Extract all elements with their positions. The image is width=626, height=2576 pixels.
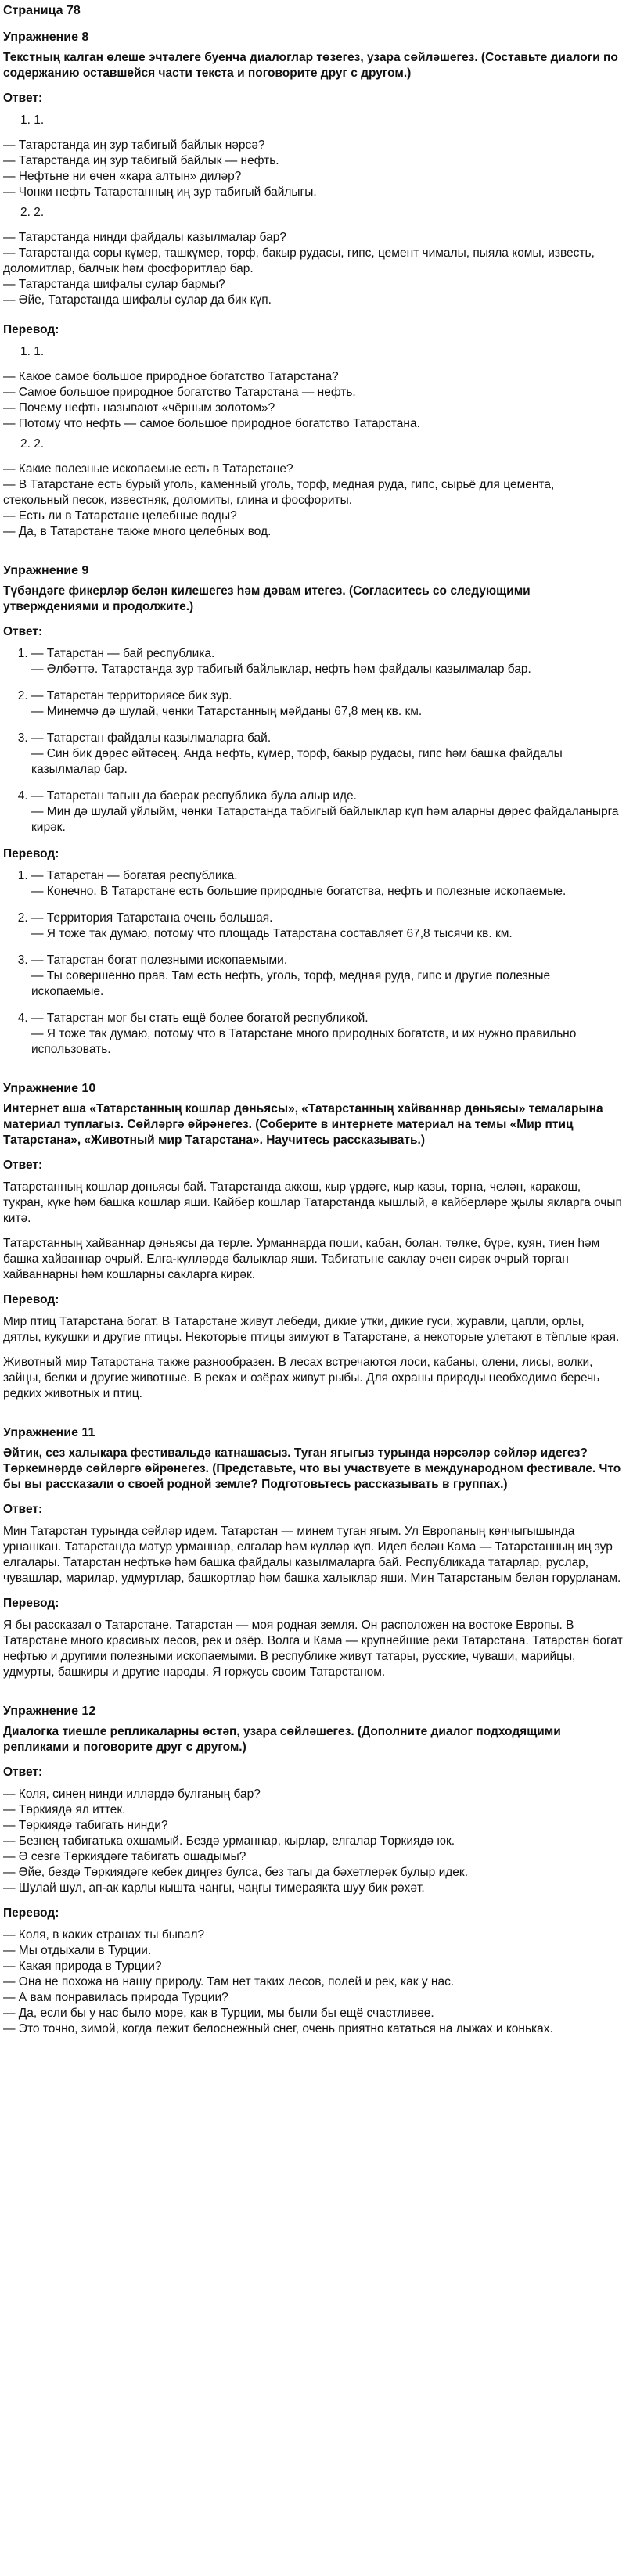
answer-label: Ответ: xyxy=(3,1766,43,1779)
exercise-10 xyxy=(3,1081,623,1402)
exercise-title: Упражнение 11 xyxy=(3,1426,95,1439)
dialog-line: — Татарстанда иң зур табигый байлык нәрсә? xyxy=(3,138,265,152)
dialog-line: — Безнең табигатька охшамый. Бездә урманнар, кырлар, елгалар Төркиядә юк. xyxy=(3,1834,455,1848)
translation-label: Перевод: xyxy=(3,323,59,336)
exercise-title: Упражнение 9 xyxy=(3,564,89,577)
dialog-line: — Татарстанда шифалы сулар бармы? xyxy=(3,278,225,291)
reply: — Конечно. В Татарстане есть большие природные богатства, нефть и полезные ископаемые. xyxy=(31,885,567,898)
statement: 1. — Татарстан — богатая республика. xyxy=(31,869,238,882)
statement: 3. — Татарстан богат полезными ископаемыми. xyxy=(31,954,288,967)
dialog-line: — Нефтьне ни өчен «кара алтын» диләр? xyxy=(3,170,242,183)
dialog-number: 1. 1. xyxy=(20,113,45,127)
dialog-line: — Самое большое природное богатство Татарстана — нефть. xyxy=(3,386,356,399)
dialog-number: 2. 2. xyxy=(20,437,45,451)
list-item xyxy=(31,789,623,835)
answer-list xyxy=(3,646,623,835)
reply: — Әлбәттә. Татарстанда зур табигый байлыклар, нефть һәм файдалы казылмалар бар. xyxy=(31,663,531,676)
exercise-11 xyxy=(3,1425,623,1680)
exercise-task: Интернет аша «Татарстанның кошлар дөньясы», «Татарстанның хайваннар дөньясы» темаларына материал туплагыз. Сөйләргә өйрәнегез. (Соберите в интернете материал на темы «Мир птиц Татарстана», «Животный мир Татарстана». Научитесь рассказывать.) xyxy=(3,1102,603,1147)
translation-paragraph: Мир птиц Татарстана богат. В Татарстане живут лебеди, дикие утки, дикие гуси, журавли, цапли, орлы, дятлы, кукушки и другие птицы. Некоторые птицы зимуют в Татарстане, а некоторые улетают в тёплые края. xyxy=(3,1315,620,1344)
dialog-line: — Какие полезные ископаемые есть в Татарстане? xyxy=(3,462,293,476)
list-item xyxy=(31,731,623,778)
dialog-line: — Коля, в каких странах ты бывал? xyxy=(3,1928,205,1942)
reply: — Я тоже так думаю, потому что в Татарстане много природных богатств, и их нужно правильно использовать. xyxy=(31,1027,577,1056)
translation-list xyxy=(3,868,623,1058)
list-item xyxy=(31,868,623,900)
exercise-task: Түбәндәге фикерләр белән килешегез һәм дәвам итегез. (Согласитесь со следующими утверждениями и продолжите.) xyxy=(3,584,531,613)
dialog-line: — Әйе, бездә Төркиядәге кебек диңгез булса, без тагы да бәхетлерәк булыр идек. xyxy=(3,1866,468,1879)
dialog-line: — Да, если бы у нас было море, как в Турции, мы были бы ещё счастливее. xyxy=(3,2007,434,2020)
dialog-number: 1. 1. xyxy=(20,345,45,358)
dialog-line: — Почему нефть называют «чёрным золотом»? xyxy=(3,401,275,415)
statement: 1. — Татарстан — бай республика. xyxy=(31,647,215,660)
dialog-line: — Да, в Татарстане также много целебных вод. xyxy=(3,525,272,538)
answer-label: Ответ: xyxy=(3,1503,43,1516)
dialog-line: — Ә сезгә Төркиядәге табигать ошадымы? xyxy=(3,1850,246,1863)
exercise-title: Упражнение 8 xyxy=(3,31,89,44)
exercise-task: Диалогка тиешле репликаларны өстәп, узара сөйләшегез. (Дополните диалог подходящими репликами и поговорите друг с другом.) xyxy=(3,1725,561,1754)
dialog-line: — Какое самое большое природное богатство Татарстана? xyxy=(3,370,339,383)
dialog-line: — Татарстанда соры күмер, ташкүмер, торф, бакыр рудасы, гипс, цемент чималы, пыяла комы, известь, доломитлар, балчык һәм фосфоритлар бар. xyxy=(3,246,595,275)
dialog-number: 2. 2. xyxy=(20,206,45,219)
answer-paragraph: Татарстанның кошлар дөньясы бай. Татарстанда аккош, кыр үрдәге, кыр казы, торна, челән, каракош, тукран, күке һәм башка кошлар яши. Кайбер кошлар Татарстанда кышлый, ә кайберләре җылы якларга очып китә. xyxy=(3,1180,622,1225)
list-item xyxy=(31,953,623,1000)
dialog-line: — Төркиядә ял иттек. xyxy=(3,1803,126,1816)
dialog-line: — А вам понравилась природа Турции? xyxy=(3,1991,228,2004)
exercise-8 xyxy=(3,30,623,540)
translation-label: Перевод: xyxy=(3,1597,59,1610)
answer-paragraph: Татарстанның хайваннар дөньясы да төрле. Урманнарда поши, кабан, болан, төлке, бүре, куян, тиен һәм башка хайваннар очрый. Елга-күлләрдә балыклар яши. Табигатьне саклау өчен сирәк очрый торган хайваннарны һәм кошларны сакларга кирәк. xyxy=(3,1237,600,1281)
reply: — Мин дә шулай уйлыйм, чөнки Татарстанда табигый байлыклар күп һәм аларны дөрес файдаланырга кирәк. xyxy=(31,805,619,834)
list-item xyxy=(31,1011,623,1058)
dialog-line: — Потому что нефть — самое большое природное богатство Татарстана. xyxy=(3,417,420,430)
translation-label: Перевод: xyxy=(3,1906,59,1920)
dialog-line: — Она не похожа на нашу природу. Там нет таких лесов, полей и рек, как у нас. xyxy=(3,1975,455,1989)
list-item xyxy=(31,688,623,720)
answer-paragraph: Мин Татарстан турында сөйләр идем. Татарстан — минем туган ягым. Ул Европаның көнчыгышында урнашкан. Татарстанда матур урманнар, елгалар һәм күлләр күп. Идел белән Кама — Татарстанның иң зур елгалары. Татарстан нефтькә һәм башка файдалы казылмаларга бай. Республикада татарлар, руслар, чувашлар, марилар, удмуртлар, башкортлар һәм башка халыклар яши. Мин Татарстаным белән горурланам. xyxy=(3,1525,621,1585)
answer-label: Ответ: xyxy=(3,1159,43,1172)
reply: — Минемчә дә шулай, чөнки Татарстанның мәйданы 67,8 мең кв. км. xyxy=(31,705,423,718)
translation-paragraph: Я бы рассказал о Татарстане. Татарстан — моя родная земля. Он расположен на востоке Европы. В Татарстане много красивых лесов, рек и озёр. Волга и Кама — крупнейшие реки Татарстана. Татарстан богат нефтью и другими полезными ископаемыми. В республике живут татары, русские, чуваши, марийцы, удмурты, башкиры и другие народы. Я горжусь своим Татарстаном. xyxy=(3,1619,623,1679)
translation-paragraph: Животный мир Татарстана также разнообразен. В лесах встречаются лоси, кабаны, олени, лисы, волки, зайцы, белки и другие животные. В реках и озёрах живут рыбы. Для охраны природы необходимо беречь редких животных и птиц. xyxy=(3,1356,600,1400)
answer-label: Ответ: xyxy=(3,92,43,105)
statement: 2. — Татарстан территориясе бик зур. xyxy=(31,689,232,702)
statement: 3. — Татарстан файдалы казылмаларга бай. xyxy=(31,731,272,745)
exercise-task: Әйтик, сез халыкара фестивальдә катнашасыз. Туган ягыгыз турында нәрсәләр сөйләр идегез? Төркемнәрдә сөйләргә өйрәнегез. (Представьте, что вы участвуете в международном фестивале. Что бы вы рассказали о своей родной земле? Подготовьтесь рассказывать в группах.) xyxy=(3,1446,621,1491)
exercise-12 xyxy=(3,1704,623,2037)
reply: — Я тоже так думаю, потому что площадь Татарстана составляет 67,8 тысячи кв. км. xyxy=(31,927,513,940)
list-item xyxy=(31,911,623,942)
dialog-line: — Шулай шул, ап-ак карлы кышта чаңгы, чаңгы тимераякта шуу бик рәхәт. xyxy=(3,1881,425,1895)
dialog-line: — Төркиядә табигать нинди? xyxy=(3,1819,168,1832)
translation-label: Перевод: xyxy=(3,847,59,860)
dialog-line: — Есть ли в Татарстане целебные воды? xyxy=(3,509,237,523)
dialog-line: — Это точно, зимой, когда лежит белоснежный снег, очень приятно кататься на лыжах и коньках. xyxy=(3,2022,553,2035)
exercise-task: Текстның калган өлеше эчтәлеге буенча диалоглар төзегез, узара сөйләшегез. (Составьте диалоги по содержанию оставшейся части текста и поговорите друг с другом.) xyxy=(3,51,618,80)
page-title: Страница 78 xyxy=(3,4,81,17)
dialog-line: — Чөнки нефть Татарстанның иң зур табигый байлыгы. xyxy=(3,185,317,199)
dialog-line: — В Татарстане есть бурый уголь, каменный уголь, торф, медная руда, гипс, сырьё для цемента, стекольный песок, известняк, доломиты, глина и фосфориты. xyxy=(3,478,555,507)
statement: 4. — Татарстан тагын да баерак республика була алыр иде. xyxy=(31,789,357,803)
dialog-line: — Әйе, Татарстанда шифалы сулар да бик күп. xyxy=(3,293,272,307)
exercise-title: Упражнение 12 xyxy=(3,1705,96,1718)
dialog-line: — Мы отдыхали в Турции. xyxy=(3,1944,152,1957)
statement: 4. — Татарстан мог бы стать ещё более богатой республикой. xyxy=(31,1011,369,1025)
statement: 2. — Территория Татарстана очень большая. xyxy=(31,911,273,925)
reply: — Ты совершенно прав. Там есть нефть, уголь, торф, медная руда, гипс и другие полезные ископаемые. xyxy=(31,969,551,998)
dialog-line: — Коля, синең нинди илләрдә булганың бар? xyxy=(3,1787,261,1801)
list-item xyxy=(31,646,623,677)
translation-label: Перевод: xyxy=(3,1293,59,1306)
dialog-line: — Татарстанда нинди файдалы казылмалар бар? xyxy=(3,231,286,244)
exercise-title: Упражнение 10 xyxy=(3,1082,96,1095)
answer-label: Ответ: xyxy=(3,625,43,638)
exercise-9 xyxy=(3,563,623,1058)
dialog-line: — Какая природа в Турции? xyxy=(3,1960,162,1973)
dialog-line: — Татарстанда иң зур табигый байлык — нефть. xyxy=(3,154,279,167)
reply: — Син бик дөрес әйтәсең. Анда нефть, күмер, торф, бакыр рудасы, гипс һәм башка файдалы казылмалар бар. xyxy=(31,747,563,776)
